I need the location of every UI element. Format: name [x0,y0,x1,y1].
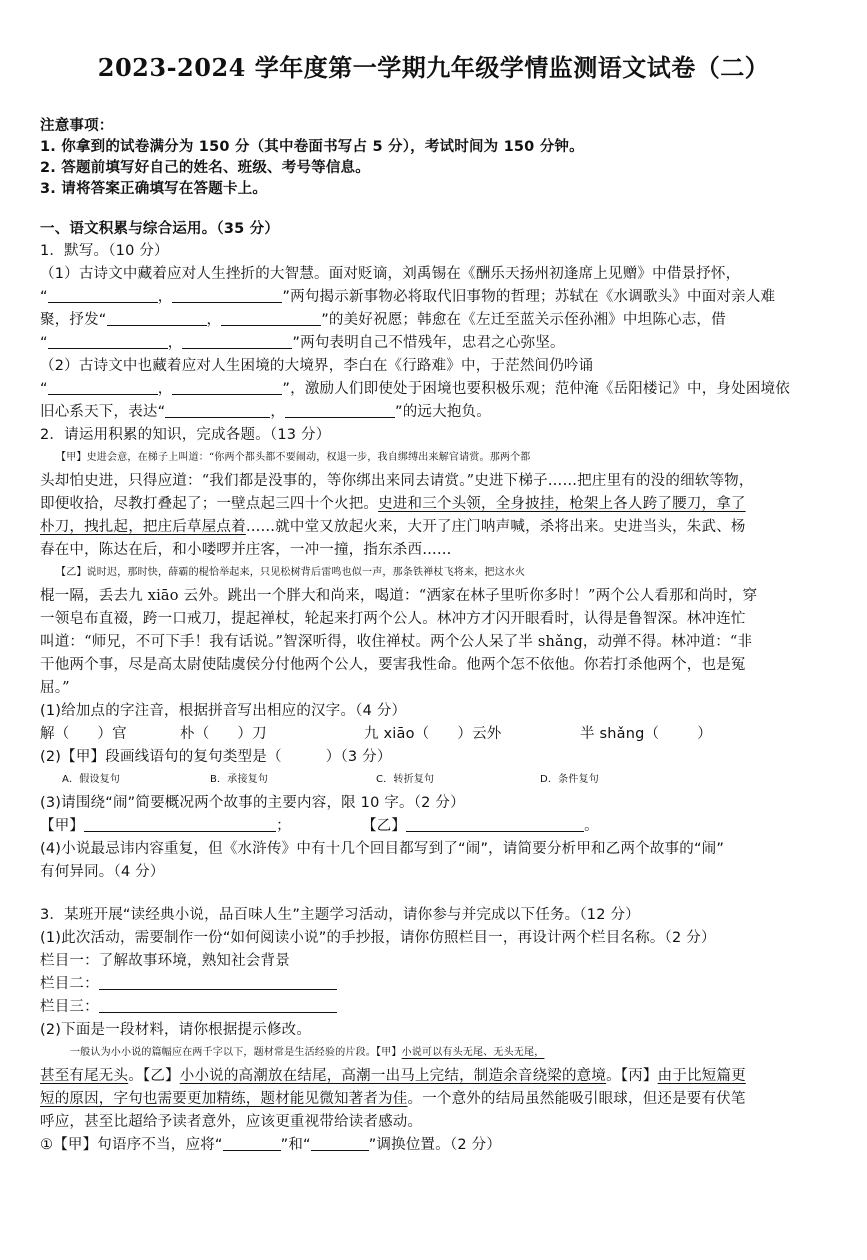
text: ”两句表明自己不惜残年，忠君之心弥坚。 [292,335,565,351]
answer-blank[interactable] [172,380,282,395]
section1-heading: 一、语文积累与综合运用。（35 分） [40,221,280,237]
answer-blank[interactable] [99,998,337,1013]
option-a[interactable]: A．假设复句 [62,774,121,785]
text: ”和“ [280,1137,311,1153]
answer-blank[interactable] [182,334,292,349]
text: ”，激励人们即使处于困境也要积极乐观；范仲淹《岳阳楼记》中，身处困境依 [282,381,790,397]
q1-p2-line3 [40,402,860,422]
q1-p2-line1: （2）古诗文中也藏着应对人生困境的大境界，李白在《行路难》中，于茫然间仍吟诵 [40,358,594,374]
underlined-sentence: 史进和三个头领，全身披挂，枪架上各人跨了腰刀，拿了 [378,496,746,512]
text: ）云外 [457,726,502,742]
q3-sub1 [40,1135,860,1155]
text: 。 [584,818,599,834]
notice-item-3: 3. 请将答案正确填写在答题卡上。 [40,181,268,197]
q3-col2 [40,974,860,994]
text: ） [697,726,712,742]
option-c[interactable]: C．转折复句 [376,774,435,785]
q2-yi-line5: 干他两个事，尽是高太尉使陆虞侯分付他两个公人，要害我性命。他两个怎不依他。你若打杀他两个，也是冤 [40,657,746,673]
underlined-sentence: 甚至有尾无头 [40,1068,129,1084]
answer-blank[interactable] [406,817,584,832]
notice-heading [40,116,860,136]
underlined-sentence: 小说可以有头无尾、无头无尾， [401,1047,545,1058]
q1-p1-line1: （1）古诗文中藏着应对人生挫折的大智慧。面对贬谪，刘禹锡在《酬乐天扬州初逢席上见赠》中借景抒怀， [40,266,741,282]
answer-blank[interactable] [223,1136,281,1151]
notice-item-1: 1. 你拿到的试卷满分为 150 分（其中卷面书写占 5 分），考试时间为 150 分钟。 [40,139,584,155]
text: 一般认为小小说的篇幅应在两千字以下，题材常是生活经验的片段。【甲】 [70,1047,402,1058]
underlined-sentence: 短的原因，字句也需要更加精练，题材能见微知著者为佳 [40,1091,408,1107]
q3-p-line4: 呼应，甚至比超给予读者意外，应该更重视带给读者感动。 [40,1114,423,1130]
q3-s1: (1)此次活动，需要制作一份“如何阅读小说”的手抄报，请你仿照栏目一，再设计两个栏目名称。（2 分） [40,930,716,946]
underlined-sentence: 小小说的高潮放在结尾，高潮一出马上完结，制造余音绕梁的意境 [179,1068,607,1084]
item-2 [180,724,267,744]
text: 聚，抒发“ [40,312,107,328]
s3-yi [362,816,599,836]
text: 解（ [40,726,70,742]
text: ……就中堂又放起火来，大开了庄门呐声喊，杀将出来。史进当头，朱武、杨 [245,519,746,535]
text: 。一个意外的结局虽然能吸引眼球，但还是要有伏笔 [407,1091,746,1107]
text: 【甲】 [40,818,85,834]
q2-s1: (1)给加点的字注音，根据拼音写出相应的汉字。（4 分） [40,703,407,719]
q3-p-line2 [40,1066,860,1086]
answer-blank[interactable] [172,288,282,303]
text: “ [40,289,48,305]
answer-blank[interactable] [48,288,158,303]
text: ， [167,335,183,351]
text: ”的美好祝愿；韩愈在《左迁至蓝关示侄孙湘》中坦陈心志，借 [321,312,726,328]
text: “ [40,335,48,351]
s3-jia [40,816,291,836]
text: 。【乙】 [128,1068,180,1084]
item-1 [40,724,127,744]
q3-col3 [40,997,860,1017]
q2-s4-line1: (4)小说最忌讳内容重复，但《水浒传》中有十几个回目都写到了“闹”，请简要分析甲和乙两个故事的“闹” [40,841,725,857]
q3-p-line1 [70,1043,867,1063]
q2-jia-line5: 春在中，陈达在后，和小喽啰并庄客，一冲一撞，指东杀西…… [40,542,452,558]
answer-blank[interactable] [221,311,321,326]
option-d[interactable]: D．条件复句 [540,774,599,785]
q1-p1-line4 [40,333,860,353]
q2-yi-line2: 棍一隔，丢去九 xiāo 云外。跳出一个胖大和尚来，喝道：“洒家在林子里听你多时！”两个公人看那和尚时，穿 [40,588,758,604]
q1-p1-line2 [40,287,860,307]
q2-yi-line4: 叫道：“师兄，不可下手！我有话说。”智深听得，收住禅杖。两个公人呆了半 shǎng，动弹不得。林冲道：“非 [40,634,753,650]
answer-blank[interactable] [165,403,270,418]
q3-heading: 3．某班开展“读经典小说，品百味人生”主题学习活动，请你参与并完成以下任务。（12 分） [40,907,640,923]
text: ， [270,404,286,420]
text: ， [157,381,173,397]
q1-p2-line2 [40,379,860,399]
text: ”两句揭示新事物必将取代旧事物的哲理；苏轼在《水调歌头》中面对亲人难 [282,289,776,305]
underlined-sentence: 由于比短篇更 [657,1068,746,1084]
text: 栏目三： [40,999,99,1015]
text: ， [206,312,222,328]
item-3 [364,724,502,744]
text: ”调换位置。（2 分） [368,1137,502,1153]
answer-blank[interactable] [84,817,276,832]
q2-jia-line2: 头却怕史进，只得应道：“我们都是没事的，等你绑出来同去请赏。”史进下梯子……把庄里有的没的细软等物， [40,473,754,489]
text: ）刀 [237,726,267,742]
q2-yi-line1: 【乙】说时迟，那时快，薛霸的棍恰举起来，只见松树背后雷鸣也似一声，那条铁禅杖飞将来，把这水火 [56,567,526,578]
notice-heading-text: 注意事项： [40,118,114,134]
text: ， [157,289,173,305]
text: ； [276,818,291,834]
answer-blank[interactable] [48,380,158,395]
answer-blank[interactable] [107,311,207,326]
answer-blank[interactable] [285,403,395,418]
q1-p1-line3 [40,310,860,330]
text: 栏目二： [40,976,99,992]
text: 九 xiāo（ [364,726,430,742]
item-4 [580,724,712,744]
q2-s4-line2: 有何异同。（4 分） [40,864,165,880]
q3-col1: 栏目一：了解故事环境，熟知社会背景 [40,953,290,969]
q2-jia-line4 [40,517,860,537]
q2-jia-line1: 【甲】史进会意，在梯子上叫道：“你两个都头都不要闹动，权退一步，我自绑缚出来解官请赏。那两个都 [56,452,531,463]
text: 朴（ [180,726,210,742]
notice-item-2: 2. 答题前填写好自己的姓名、班级、考号等信息。 [40,160,370,176]
q2-yi-line3: 一领皂布直裰，跨一口戒刀，提起禅杖，轮起来打两个公人。林冲方才闪开眼看时，认得是鲁智深。林冲连忙 [40,611,746,627]
q2-s3: (3)请围绕“闹”简要概况两个故事的主要内容，限 10 字。（2 分） [40,795,465,811]
text: “ [40,381,48,397]
page-title: 2023-2024 学年度第一学期九年级学情监测语文试卷（二） [97,53,770,82]
q1-heading: 1．默写。（10 分） [40,243,169,259]
text: ）官 [97,726,127,742]
option-b[interactable]: B．承接复句 [210,774,269,785]
answer-blank[interactable] [48,334,168,349]
q2-yi-line6: 屈。” [40,680,70,696]
q2-jia-line3 [40,494,860,514]
text: 【乙】 [362,818,407,834]
answer-blank[interactable] [99,975,337,990]
text: 即便收拾，尽教打叠起了；一壁点起三四十个火把。 [40,496,379,512]
text: ①【甲】句语序不当，应将“ [40,1137,223,1153]
text: ”的远大抱负。 [395,404,491,420]
text: 半 shǎng（ [580,726,660,742]
q3-s2: (2)下面是一段材料，请你根据提示修改。 [40,1022,312,1038]
answer-blank[interactable] [311,1136,369,1151]
q2-heading: 2．请运用积累的知识，完成各题。（13 分） [40,427,331,443]
q2-s2: (2)【甲】段画线语句的复句类型是（ ）（3 分） [40,749,392,765]
text: 。【丙】 [606,1068,658,1084]
underlined-sentence: 朴刀，拽扎起，把庄后草屋点着 [40,519,246,535]
text: 旧心系天下，表达“ [40,404,166,420]
q3-p-line3 [40,1089,860,1109]
